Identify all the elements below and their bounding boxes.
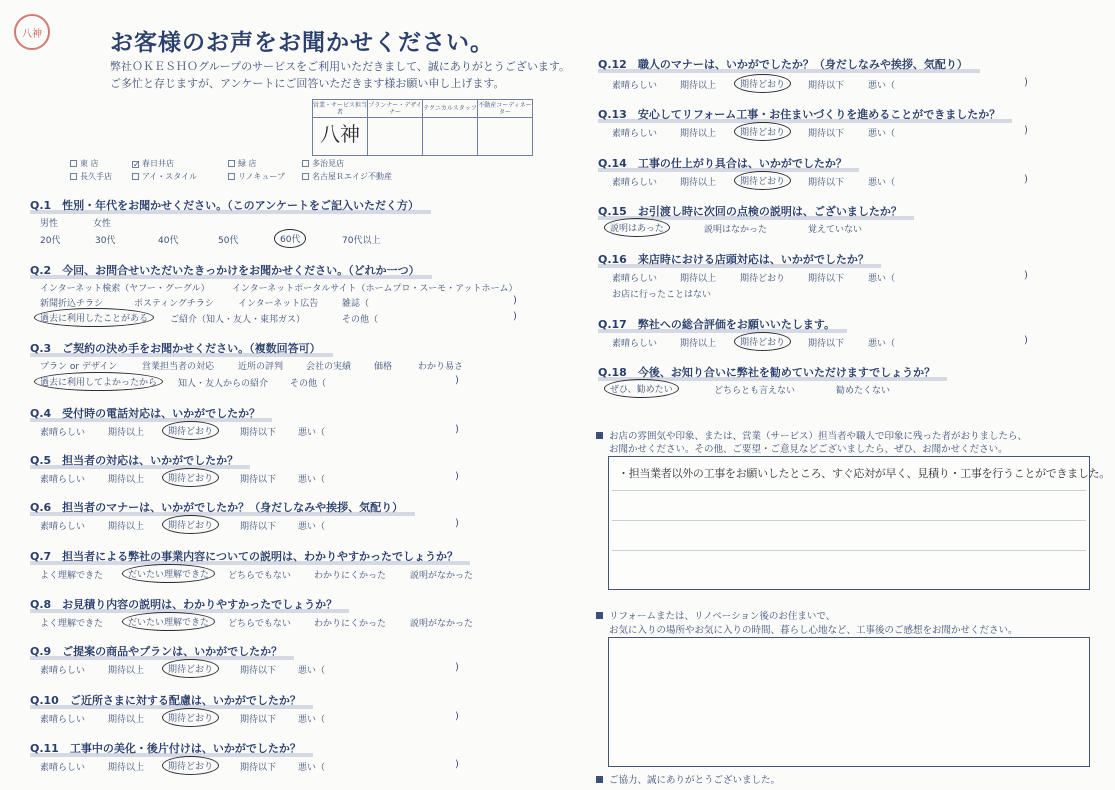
store-higashi[interactable]: 東 店 xyxy=(70,158,99,169)
q16-opt-never[interactable]: お店に行ったことはない xyxy=(612,290,712,300)
q17-opt-4[interactable]: 悪い（ xyxy=(868,339,896,349)
q12-opt-0[interactable]: 素晴らしい xyxy=(612,81,658,91)
q10-opt-1[interactable]: 期待以上 xyxy=(108,715,145,725)
comment2-prompt-2: お気に入りの場所やお気に入りの時間、暮らし心地など、工事後のご感想をお聞かせください。 xyxy=(609,625,1018,636)
q4-opt-3[interactable]: 期待以下 xyxy=(240,428,277,438)
q9-opt-3[interactable]: 期待以下 xyxy=(240,666,277,676)
q2-opt-posting[interactable]: ポスティングチラシ xyxy=(134,299,214,309)
q13-opt-1[interactable]: 期待以上 xyxy=(680,129,717,139)
q4-opt-4[interactable]: 悪い（ xyxy=(298,428,326,438)
q11-paren-close: ) xyxy=(455,759,459,770)
q5-paren-close: ) xyxy=(455,471,459,482)
comment1-rule xyxy=(612,520,1086,521)
q15-title: Q.15 お引渡し時に次回の点検の説明は、ございましたか？ xyxy=(598,205,902,218)
q14-title: Q.14 工事の仕上がり具合は、いかがでしたか？ xyxy=(598,157,847,170)
q8-opt-0[interactable]: よく理解できた xyxy=(40,619,104,629)
q1-age-40[interactable]: 40代 xyxy=(158,236,179,246)
staff-table xyxy=(312,99,533,156)
q5-opt-4[interactable]: 悪い（ xyxy=(298,475,326,485)
q2-title: Q.2 今回、お問合せいただいたきっかけをお聞かせください。（どれか一つ） xyxy=(30,264,420,277)
q13-opt-4[interactable]: 悪い（ xyxy=(868,129,896,139)
staff-sales-name[interactable]: 八神 xyxy=(313,118,368,156)
q5-opt-0[interactable]: 素晴らしい xyxy=(40,475,86,485)
staff-header-planner: プランナー・デザイナー xyxy=(368,101,422,116)
q4-opt-2-selected[interactable]: 期待どおり xyxy=(162,421,219,440)
store-nagakute[interactable]: 長久手店 xyxy=(70,171,112,182)
q9-opt-4[interactable]: 悪い（ xyxy=(298,666,326,676)
q7-opt-3[interactable]: わかりにくかった xyxy=(314,571,387,581)
comment2-prompt-1: リフォームまたは、リノベーション後のお住まいで、 xyxy=(596,608,835,622)
q15-opt-yes-selected[interactable]: 説明はあった xyxy=(604,218,670,237)
q13-opt-3[interactable]: 期待以下 xyxy=(808,129,845,139)
q16-opt-1[interactable]: 期待以上 xyxy=(680,274,717,284)
q12-opt-3[interactable]: 期待以下 xyxy=(808,81,845,91)
q2-opt-portal[interactable]: インターネットポータルサイト（ホームプロ・スーモ・アットホーム） xyxy=(232,284,518,294)
comment1-rule xyxy=(612,550,1086,551)
q1-age-30[interactable]: 30代 xyxy=(95,236,116,246)
q8-opt-4[interactable]: 説明がなかった xyxy=(410,619,474,629)
q9-opt-2-selected[interactable]: 期待どおり xyxy=(162,659,219,678)
q3-opt-reputation[interactable]: 近所の評判 xyxy=(238,362,284,372)
intro-line-2: ご多忙と存じますが、アンケートにご回答いただきます様お願い申し上げます。 xyxy=(110,77,505,90)
q8-opt-3[interactable]: わかりにくかった xyxy=(314,619,387,629)
q4-title: Q.4 受付時の電話対応は、いかがでしたか？ xyxy=(30,407,261,420)
q13-title: Q.13 安心してリフォーム工事・お住まいづくりを進めることができましたか？ xyxy=(598,108,1001,121)
q13-opt-2-selected[interactable]: 期待どおり xyxy=(734,122,791,141)
q16-opt-4[interactable]: 悪い（ xyxy=(868,274,896,284)
q15-opt-dontremember[interactable]: 覚えていない xyxy=(808,225,863,235)
store-midori[interactable]: 緑 店 xyxy=(228,158,257,169)
q10-paren-close: ) xyxy=(455,711,459,722)
comment1-prompt-2: お聞かせください。その他、ご要望・ご意見などございましたら、ぜひ、お聞かせください。 xyxy=(609,444,1008,455)
q9-paren-close: ) xyxy=(455,662,459,673)
store-tajimi[interactable]: 多治見店 xyxy=(302,158,344,169)
q1-age-50[interactable]: 50代 xyxy=(218,236,239,246)
q17-opt-3[interactable]: 期待以下 xyxy=(808,339,845,349)
q10-opt-3[interactable]: 期待以下 xyxy=(240,715,277,725)
store-renocube[interactable]: リノキューブ xyxy=(228,171,285,182)
q17-opt-0[interactable]: 素晴らしい xyxy=(612,339,658,349)
q2-magazine-close: ) xyxy=(513,295,517,306)
q17-opt-2-selected[interactable]: 期待どおり xyxy=(734,332,791,351)
q2-opt-magazine[interactable]: 雑誌（ xyxy=(342,299,370,309)
q13-paren-close: ) xyxy=(1024,125,1028,136)
q1-title: Q.1 性別・年代をお聞かせください。（このアンケートをご記入いただく方） xyxy=(30,199,420,212)
q1-age-70[interactable]: 70代以上 xyxy=(342,236,381,246)
q11-opt-2-selected[interactable]: 期待どおり xyxy=(162,756,219,775)
q5-opt-2-selected[interactable]: 期待どおり xyxy=(162,468,219,487)
q8-opt-1-selected[interactable]: だいたい理解できた xyxy=(122,612,215,631)
q10-title: Q.10 ご近所さまに対する配慮は、いかがでしたか？ xyxy=(30,694,301,707)
q6-opt-3[interactable]: 期待以下 xyxy=(240,522,277,532)
q2-opt-newspaper[interactable]: 新聞折込チラシ xyxy=(40,299,104,309)
q1-gender-male[interactable]: 男性 xyxy=(40,219,59,229)
footer-thanks: ご協力、誠にありがとうございました。 xyxy=(596,772,780,786)
q7-opt-4[interactable]: 説明がなかった xyxy=(410,571,474,581)
q7-title: Q.7 担当者による弊社の事業内容についての説明は、わかりやすかったでしょうか？ xyxy=(30,550,458,563)
q18-title: Q.18 今後、お知り合いに弊社を勧めていただけますでしょうか？ xyxy=(598,366,936,379)
q3-opt-plan[interactable]: プラン or デザイン xyxy=(40,362,118,372)
q14-opt-3[interactable]: 期待以下 xyxy=(808,178,845,188)
store-istyle[interactable]: アイ・スタイル xyxy=(132,171,197,182)
q14-opt-2-selected[interactable]: 期待どおり xyxy=(734,171,791,190)
intro-line-1: 弊社ＯＫＥＳＨＯグループのサービスをご利用いただきまして、誠にありがとうございます。 xyxy=(110,60,571,73)
seal-stamp: 八神 xyxy=(14,14,50,50)
q2-opt-search[interactable]: インターネット検索（ヤフー・グーグル） xyxy=(40,284,210,294)
q1-gender-female[interactable]: 女性 xyxy=(93,219,112,229)
comment1-prompt-1: お店の雰囲気や印象、または、営業（サービス）担当者や職人で印象に残った者がおりましたら、 xyxy=(596,428,1027,442)
q14-opt-0[interactable]: 素晴らしい xyxy=(612,178,658,188)
q12-opt-4[interactable]: 悪い（ xyxy=(868,81,896,91)
q12-opt-2-selected[interactable]: 期待どおり xyxy=(734,74,791,93)
q2-opt-referral[interactable]: ご紹介（知人・友人・東邦ガス） xyxy=(170,315,306,325)
q15-opt-no[interactable]: 説明はなかった xyxy=(704,225,768,235)
q2-opt-other[interactable]: その他（ xyxy=(342,315,379,325)
q1-age-20[interactable]: 20代 xyxy=(40,236,61,246)
q17-opt-1[interactable]: 期待以上 xyxy=(680,339,717,349)
q2-opt-past-selected[interactable]: 過去に利用したことがある xyxy=(34,308,154,327)
staff-planner-name[interactable] xyxy=(368,118,423,156)
q10-opt-2-selected[interactable]: 期待どおり xyxy=(162,708,219,727)
q3-opt-price[interactable]: 価格 xyxy=(374,362,393,372)
q11-title: Q.11 工事中の美化・後片付けは、いかがでしたか？ xyxy=(30,742,301,755)
q9-opt-1[interactable]: 期待以上 xyxy=(108,666,145,676)
q16-opt-2[interactable]: 期待どおり xyxy=(740,274,786,284)
q2-opt-netad[interactable]: インターネット広告 xyxy=(238,299,319,309)
q16-opt-3[interactable]: 期待以下 xyxy=(808,274,845,284)
q11-opt-4[interactable]: 悪い（ xyxy=(298,763,326,773)
store-nagoya-rage[interactable]: 名古屋Ｒエイジ不動産 xyxy=(302,171,392,182)
q2-other-close: ) xyxy=(513,311,517,322)
q9-opt-0[interactable]: 素晴らしい xyxy=(40,666,86,676)
q3-opt-other[interactable]: その他（ xyxy=(290,379,327,389)
page-title: お客様のお声をお聞かせください。 xyxy=(110,30,494,56)
q9-title: Q.9 ご提案の商品やプランは、いかがでしたか？ xyxy=(30,645,283,658)
q5-opt-3[interactable]: 期待以下 xyxy=(240,475,277,485)
q10-opt-0[interactable]: 素晴らしい xyxy=(40,715,86,725)
staff-header-sales: 営業・サービス担当者 xyxy=(313,101,368,116)
q6-opt-0[interactable]: 素晴らしい xyxy=(40,522,86,532)
comment2-box[interactable] xyxy=(608,637,1090,767)
q16-opt-0[interactable]: 素晴らしい xyxy=(612,274,658,284)
q13-opt-0[interactable]: 素晴らしい xyxy=(612,129,658,139)
q4-opt-0[interactable]: 素晴らしい xyxy=(40,428,86,438)
q3-opt-clarity[interactable]: わかり易さ xyxy=(418,362,464,372)
q6-opt-1[interactable]: 期待以上 xyxy=(108,522,145,532)
q3-opt-sales[interactable]: 営業担当者の対応 xyxy=(142,362,215,372)
q7-opt-2[interactable]: どちらでもない xyxy=(228,571,291,581)
q3-opt-referral[interactable]: 知人・友人からの紹介 xyxy=(178,379,269,389)
q18-opt-yes-selected[interactable]: ぜひ、勧めたい xyxy=(604,379,679,398)
q6-paren-close: ) xyxy=(455,518,459,529)
q16-title: Q.16 来店時における店頭対応は、いかがでしたか？ xyxy=(598,253,869,266)
q6-title: Q.6 担当者のマナーは、いかがでしたか？（身だしなみや挨拶、気配り） xyxy=(30,501,404,514)
q7-opt-0[interactable]: よく理解できた xyxy=(40,571,104,581)
q8-opt-2[interactable]: どちらでもない xyxy=(228,619,291,629)
staff-header-realestate: 不動産コーディネーター xyxy=(478,101,532,116)
q3-title: Q.3 ご契約の決め手をお聞かせください。（複数回答可） xyxy=(30,342,321,355)
q1-age-60-selected[interactable]: 60代 xyxy=(274,229,306,248)
q5-opt-1[interactable]: 期待以上 xyxy=(108,475,145,485)
q7-opt-1-selected[interactable]: だいたい理解できた xyxy=(122,564,215,583)
comment1-answer: ・担当業者以外の工事をお願いしたところ、すぐ応対が早く、見積り・工事を行うことができました。 xyxy=(618,467,1110,480)
q14-paren-close: ) xyxy=(1024,174,1028,185)
q11-opt-0[interactable]: 素晴らしい xyxy=(40,763,86,773)
q10-opt-4[interactable]: 悪い（ xyxy=(298,715,326,725)
q14-opt-4[interactable]: 悪い（ xyxy=(868,178,896,188)
q5-title: Q.5 担当者の対応は、いかがでしたか？ xyxy=(30,454,239,467)
q8-title: Q.8 お見積り内容の説明は、わかりやすかったでしょうか？ xyxy=(30,598,338,611)
staff-technical-name[interactable] xyxy=(423,118,478,156)
staff-realestate-name[interactable] xyxy=(478,118,533,156)
q3-other-close: ) xyxy=(455,375,459,386)
q12-title: Q.12 職人のマナーは、いかがでしたか？（身だしなみや挨拶、気配り） xyxy=(598,58,968,71)
q11-opt-1[interactable]: 期待以上 xyxy=(108,763,145,773)
q18-opt-no[interactable]: 勧めたくない xyxy=(836,386,891,396)
q16-paren-close: ) xyxy=(1024,270,1028,281)
q14-opt-1[interactable]: 期待以上 xyxy=(680,178,717,188)
q4-paren-close: ) xyxy=(455,424,459,435)
q4-opt-1[interactable]: 期待以上 xyxy=(108,428,145,438)
q11-opt-3[interactable]: 期待以下 xyxy=(240,763,277,773)
q3-opt-record[interactable]: 会社の実績 xyxy=(306,362,352,372)
q12-opt-1[interactable]: 期待以上 xyxy=(680,81,717,91)
store-kasugai[interactable]: ✓ 春日井店 xyxy=(133,159,174,169)
q17-title: Q.17 弊社への総合評価をお願いいたします。 xyxy=(598,318,835,331)
q17-paren-close: ) xyxy=(1024,335,1028,346)
q3-opt-past-selected[interactable]: 過去に利用してよかったから xyxy=(34,372,163,391)
comment1-rule xyxy=(612,490,1086,491)
staff-header-technical: テクニカルスタッフ xyxy=(423,100,478,118)
q18-opt-neutral[interactable]: どちらとも言えない xyxy=(714,386,796,396)
q12-paren-close: ) xyxy=(1024,77,1028,88)
q6-opt-4[interactable]: 悪い（ xyxy=(298,522,326,532)
q6-opt-2-selected[interactable]: 期待どおり xyxy=(162,515,219,534)
